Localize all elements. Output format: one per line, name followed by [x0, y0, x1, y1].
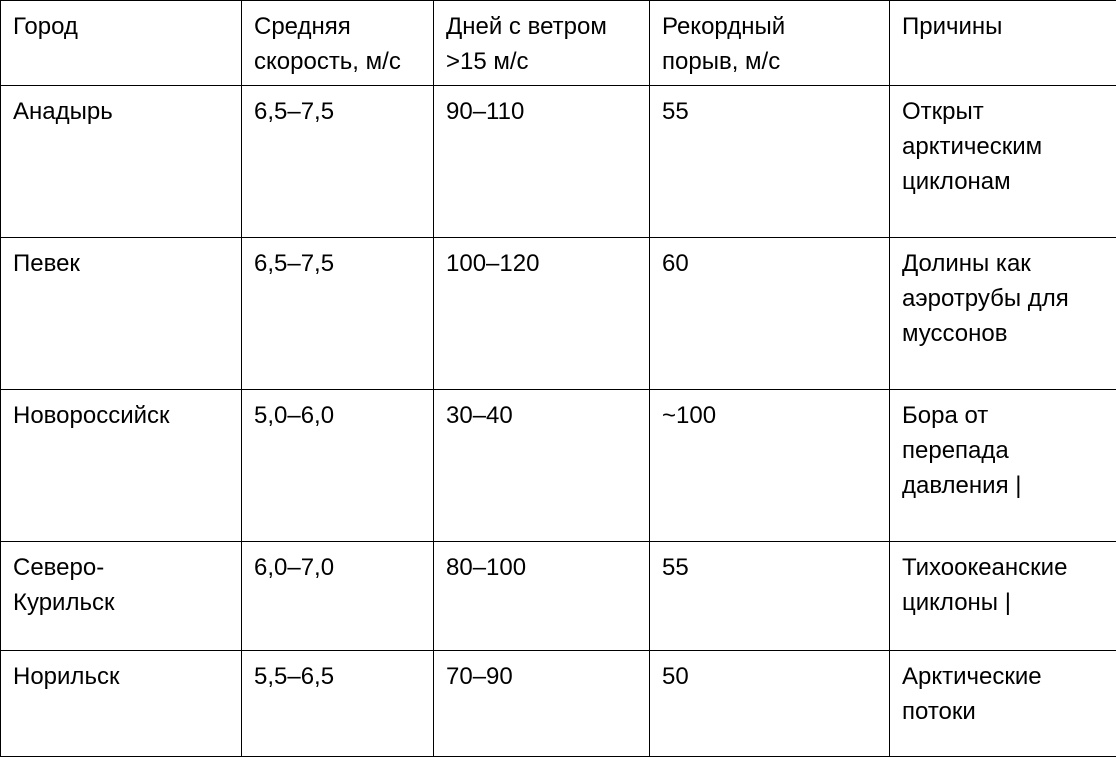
cell-causes: Долины как аэротрубы для муссонов [890, 238, 1116, 390]
cell-causes: Арктические потоки [890, 651, 1116, 757]
table-row [1, 238, 1116, 390]
header-city: Город [1, 1, 242, 86]
cell-windy-days: 100–120 [434, 238, 650, 390]
cell-average-speed: 6,5–7,5 [242, 238, 434, 390]
cell-windy-days: 90–110 [434, 86, 650, 238]
header-average-speed: Средняя скорость, м/с [242, 1, 434, 86]
cell-city: Северо- Курильск [1, 542, 242, 651]
table-header-row [1, 1, 1116, 86]
header-windy-days: Дней с ветром >15 м/с [434, 1, 650, 86]
cell-city: Анадырь [1, 86, 242, 238]
cell-causes: Открыт арктическим циклонам [890, 86, 1116, 238]
table-row [1, 651, 1116, 757]
table-row [1, 86, 1116, 238]
cell-windy-days: 30–40 [434, 390, 650, 542]
cell-average-speed: 6,0–7,0 [242, 542, 434, 651]
table-row [1, 390, 1116, 542]
cell-causes: Тихоокеанские циклоны | [890, 542, 1116, 651]
cell-city: Норильск [1, 651, 242, 757]
cell-windy-days: 80–100 [434, 542, 650, 651]
cell-record-gust: ~100 [650, 390, 890, 542]
header-causes: Причины [890, 1, 1116, 86]
cell-record-gust: 55 [650, 86, 890, 238]
cell-average-speed: 5,5–6,5 [242, 651, 434, 757]
cell-windy-days: 70–90 [434, 651, 650, 757]
cell-city: Певек [1, 238, 242, 390]
cell-record-gust: 60 [650, 238, 890, 390]
header-record-gust: Рекордный порыв, м/с [650, 1, 890, 86]
cell-causes: Бора от перепада давления | [890, 390, 1116, 542]
cell-city: Новороссийск [1, 390, 242, 542]
table-row [1, 542, 1116, 651]
cell-average-speed: 5,0–6,0 [242, 390, 434, 542]
cell-record-gust: 55 [650, 542, 890, 651]
cell-record-gust: 50 [650, 651, 890, 757]
cell-average-speed: 6,5–7,5 [242, 86, 434, 238]
